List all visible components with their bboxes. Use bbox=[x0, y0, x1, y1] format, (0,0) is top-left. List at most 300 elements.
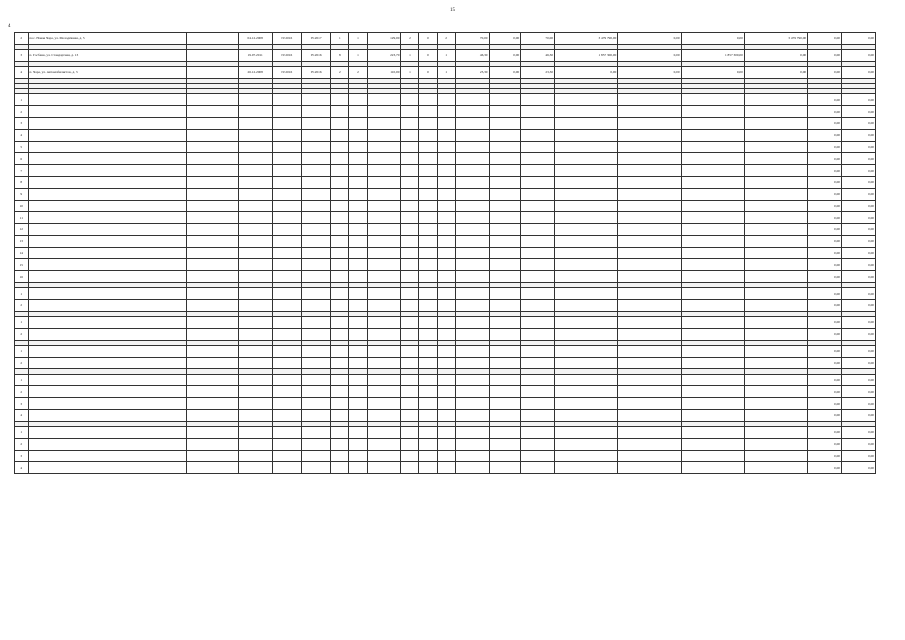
sum-p-cell: 0,00 bbox=[841, 200, 875, 212]
table-row bbox=[15, 288, 876, 300]
count-e-cell bbox=[419, 317, 437, 329]
sum-m-cell bbox=[744, 212, 807, 224]
quarter-start-cell bbox=[272, 288, 301, 300]
sum-o-cell: 0,00 bbox=[808, 462, 842, 474]
count-b-cell bbox=[349, 328, 367, 340]
count-e-cell bbox=[419, 300, 437, 312]
quarter-end-cell bbox=[301, 259, 330, 271]
area-total-cell bbox=[367, 106, 401, 118]
area-g-cell bbox=[455, 438, 489, 450]
count-a-cell bbox=[331, 288, 349, 300]
count-d-cell bbox=[401, 271, 419, 283]
sum-o-cell: 0,00 bbox=[808, 300, 842, 312]
address-cell bbox=[28, 386, 186, 398]
quarter-end-cell bbox=[301, 235, 330, 247]
sum-k-cell bbox=[618, 357, 681, 369]
house-type-cell bbox=[186, 117, 238, 129]
count-d-cell bbox=[401, 357, 419, 369]
count-e-cell bbox=[419, 176, 437, 188]
quarter-start-cell bbox=[272, 386, 301, 398]
count-f-cell bbox=[437, 345, 455, 357]
address-cell bbox=[28, 129, 186, 141]
area-i-cell bbox=[521, 450, 555, 462]
address-cell bbox=[28, 106, 186, 118]
sum-p-cell: 0,00 bbox=[841, 106, 875, 118]
count-e-cell bbox=[419, 212, 437, 224]
sum-p-cell: 0,00 bbox=[841, 398, 875, 410]
quarter-start-cell bbox=[272, 462, 301, 474]
address-cell bbox=[28, 345, 186, 357]
sum-o-cell: 0,00 bbox=[808, 224, 842, 236]
count-d-cell bbox=[401, 410, 419, 422]
date-cell bbox=[238, 357, 272, 369]
sum-m-cell bbox=[744, 317, 807, 329]
sum-j-cell bbox=[555, 94, 618, 106]
quarter-start-cell bbox=[272, 328, 301, 340]
count-a-cell: 8 bbox=[331, 49, 349, 61]
sum-j-cell: 1 857 300,00 bbox=[555, 49, 618, 61]
count-f-cell bbox=[437, 328, 455, 340]
address-cell bbox=[28, 212, 186, 224]
date-cell: 04.12.2008 bbox=[238, 33, 272, 45]
count-b-cell bbox=[349, 345, 367, 357]
area-g-cell bbox=[455, 345, 489, 357]
date-cell bbox=[238, 212, 272, 224]
quarter-end-cell bbox=[301, 410, 330, 422]
quarter-end-cell bbox=[301, 106, 330, 118]
date-cell bbox=[238, 288, 272, 300]
area-i-cell bbox=[521, 271, 555, 283]
count-a-cell bbox=[331, 259, 349, 271]
quarter-end-cell bbox=[301, 117, 330, 129]
count-f-cell bbox=[437, 462, 455, 474]
sum-m-cell bbox=[744, 224, 807, 236]
area-i-cell bbox=[521, 438, 555, 450]
count-a-cell bbox=[331, 117, 349, 129]
row-number: 2 bbox=[15, 300, 29, 312]
area-total-cell bbox=[367, 188, 401, 200]
count-e-cell bbox=[419, 235, 437, 247]
table-row bbox=[15, 106, 876, 118]
count-a-cell bbox=[331, 450, 349, 462]
row-number: 2 bbox=[15, 386, 29, 398]
address-cell bbox=[28, 450, 186, 462]
area-g-cell bbox=[455, 450, 489, 462]
address-cell bbox=[28, 200, 186, 212]
address-cell bbox=[28, 235, 186, 247]
count-b-cell bbox=[349, 235, 367, 247]
quarter-end-cell bbox=[301, 200, 330, 212]
count-d-cell bbox=[401, 94, 419, 106]
area-h-cell bbox=[489, 200, 521, 212]
count-d-cell bbox=[401, 386, 419, 398]
area-i-cell bbox=[521, 235, 555, 247]
quarter-end-cell bbox=[301, 153, 330, 165]
area-i-cell bbox=[521, 94, 555, 106]
quarter-start-cell bbox=[272, 300, 301, 312]
count-a-cell bbox=[331, 317, 349, 329]
row-number: 4 bbox=[15, 410, 29, 422]
house-type-cell bbox=[186, 33, 238, 45]
area-h-cell bbox=[489, 328, 521, 340]
count-a-cell bbox=[331, 386, 349, 398]
area-i-cell bbox=[521, 426, 555, 438]
area-i-cell bbox=[521, 328, 555, 340]
count-e-cell bbox=[419, 259, 437, 271]
date-cell: 26.12.2008 bbox=[238, 66, 272, 78]
house-type-cell bbox=[186, 462, 238, 474]
sum-l-cell bbox=[681, 462, 744, 474]
sum-o-cell: 0,00 bbox=[808, 357, 842, 369]
sum-o-cell: 0,00 bbox=[808, 247, 842, 259]
sum-k-cell bbox=[618, 426, 681, 438]
count-a-cell: 2 bbox=[331, 66, 349, 78]
area-h-cell bbox=[489, 386, 521, 398]
area-h-cell bbox=[489, 188, 521, 200]
house-type-cell bbox=[186, 345, 238, 357]
area-h-cell bbox=[489, 247, 521, 259]
sum-l-cell bbox=[681, 386, 744, 398]
row-number: 12 bbox=[15, 224, 29, 236]
area-i-cell bbox=[521, 224, 555, 236]
sum-l-cell bbox=[681, 165, 744, 177]
sum-k-cell bbox=[618, 462, 681, 474]
quarter-start-cell bbox=[272, 398, 301, 410]
sum-o-cell: 0,00 bbox=[808, 235, 842, 247]
area-total-cell bbox=[367, 398, 401, 410]
sum-p-cell: 0,00 bbox=[841, 188, 875, 200]
table-row bbox=[15, 300, 876, 312]
count-a-cell bbox=[331, 153, 349, 165]
count-e-cell bbox=[419, 328, 437, 340]
quarter-end-cell bbox=[301, 317, 330, 329]
sum-o-cell: 0,00 bbox=[808, 176, 842, 188]
table-row bbox=[15, 328, 876, 340]
count-b-cell bbox=[349, 357, 367, 369]
row-number: 16 bbox=[15, 271, 29, 283]
count-a-cell bbox=[331, 398, 349, 410]
sum-o-cell: 0,00 bbox=[808, 66, 842, 78]
area-g-cell bbox=[455, 200, 489, 212]
count-d-cell bbox=[401, 165, 419, 177]
sum-o-cell: 0,00 bbox=[808, 288, 842, 300]
sum-o-cell: 0,00 bbox=[808, 129, 842, 141]
table-row bbox=[15, 49, 876, 61]
sum-o-cell: 0,00 bbox=[808, 212, 842, 224]
address-cell bbox=[28, 462, 186, 474]
date-cell bbox=[238, 259, 272, 271]
area-h-cell bbox=[489, 438, 521, 450]
house-type-cell bbox=[186, 224, 238, 236]
area-total-cell bbox=[367, 462, 401, 474]
date-cell bbox=[238, 141, 272, 153]
sum-j-cell bbox=[555, 117, 618, 129]
table-row bbox=[15, 357, 876, 369]
area-h-cell bbox=[489, 129, 521, 141]
area-total-cell bbox=[367, 94, 401, 106]
table-row bbox=[15, 188, 876, 200]
page-number: 15 bbox=[450, 8, 455, 13]
page-corner-mark: 4 bbox=[8, 24, 11, 29]
area-h-cell bbox=[489, 224, 521, 236]
count-b-cell bbox=[349, 317, 367, 329]
sum-m-cell bbox=[744, 271, 807, 283]
table-row bbox=[15, 165, 876, 177]
area-total-cell bbox=[367, 300, 401, 312]
count-d-cell bbox=[401, 212, 419, 224]
sum-k-cell bbox=[618, 328, 681, 340]
date-cell bbox=[238, 300, 272, 312]
date-cell bbox=[238, 328, 272, 340]
count-b-cell bbox=[349, 165, 367, 177]
count-a-cell bbox=[331, 106, 349, 118]
sum-k-cell bbox=[618, 288, 681, 300]
count-b-cell bbox=[349, 410, 367, 422]
address-cell bbox=[28, 165, 186, 177]
area-g-cell bbox=[455, 357, 489, 369]
date-cell bbox=[238, 129, 272, 141]
area-total-cell bbox=[367, 200, 401, 212]
date-cell bbox=[238, 386, 272, 398]
count-d-cell bbox=[401, 398, 419, 410]
sum-p-cell: 0,00 bbox=[841, 300, 875, 312]
table-row bbox=[15, 259, 876, 271]
count-e-cell bbox=[419, 188, 437, 200]
area-i-cell bbox=[521, 398, 555, 410]
count-b-cell bbox=[349, 117, 367, 129]
sum-o-cell: 0,00 bbox=[808, 117, 842, 129]
sum-l-cell bbox=[681, 247, 744, 259]
sum-j-cell bbox=[555, 317, 618, 329]
quarter-end-cell bbox=[301, 426, 330, 438]
table-row bbox=[15, 247, 876, 259]
area-g-cell bbox=[455, 288, 489, 300]
area-total-cell bbox=[367, 141, 401, 153]
sum-k-cell bbox=[618, 398, 681, 410]
sum-p-cell: 0,00 bbox=[841, 450, 875, 462]
quarter-end-cell bbox=[301, 212, 330, 224]
count-d-cell bbox=[401, 188, 419, 200]
sum-m-cell bbox=[744, 374, 807, 386]
sum-l-cell bbox=[681, 374, 744, 386]
row-number: 3 bbox=[15, 49, 29, 61]
sum-o-cell: 0,00 bbox=[808, 374, 842, 386]
sum-o-cell: 0,00 bbox=[808, 386, 842, 398]
sum-o-cell: 0,00 bbox=[808, 94, 842, 106]
quarter-end-cell bbox=[301, 438, 330, 450]
count-b-cell bbox=[349, 398, 367, 410]
house-type-cell bbox=[186, 328, 238, 340]
sum-m-cell bbox=[744, 398, 807, 410]
sum-l-cell bbox=[681, 235, 744, 247]
count-e-cell bbox=[419, 386, 437, 398]
quarter-end-cell bbox=[301, 224, 330, 236]
sum-p-cell: 0,00 bbox=[841, 357, 875, 369]
area-g-cell bbox=[455, 374, 489, 386]
table-row bbox=[15, 212, 876, 224]
quarter-start-cell bbox=[272, 188, 301, 200]
sum-j-cell bbox=[555, 386, 618, 398]
sum-p-cell: 0,00 bbox=[841, 271, 875, 283]
address-cell bbox=[28, 438, 186, 450]
address-cell bbox=[28, 141, 186, 153]
count-d-cell bbox=[401, 259, 419, 271]
area-g-cell bbox=[455, 410, 489, 422]
sum-m-cell bbox=[744, 165, 807, 177]
count-f-cell bbox=[437, 438, 455, 450]
area-g-cell bbox=[455, 117, 489, 129]
sum-m-cell bbox=[744, 345, 807, 357]
table-row bbox=[15, 117, 876, 129]
area-total-cell bbox=[367, 288, 401, 300]
count-b-cell bbox=[349, 462, 367, 474]
sum-l-cell bbox=[681, 398, 744, 410]
area-g-cell bbox=[455, 386, 489, 398]
table-row bbox=[15, 398, 876, 410]
sum-j-cell bbox=[555, 328, 618, 340]
house-type-cell bbox=[186, 317, 238, 329]
date-cell bbox=[238, 247, 272, 259]
address-cell bbox=[28, 374, 186, 386]
count-f-cell: 2 bbox=[437, 33, 455, 45]
sum-k-cell bbox=[618, 153, 681, 165]
row-number: 8 bbox=[15, 176, 29, 188]
area-h-cell bbox=[489, 288, 521, 300]
count-e-cell bbox=[419, 165, 437, 177]
sum-k-cell bbox=[618, 271, 681, 283]
sum-j-cell bbox=[555, 410, 618, 422]
sum-k-cell bbox=[618, 386, 681, 398]
sum-k-cell: 0,00 bbox=[618, 33, 681, 45]
sum-m-cell bbox=[744, 426, 807, 438]
sum-m-cell bbox=[744, 300, 807, 312]
sum-p-cell: 0,00 bbox=[841, 224, 875, 236]
sum-j-cell bbox=[555, 345, 618, 357]
area-i-cell bbox=[521, 374, 555, 386]
sum-j-cell bbox=[555, 212, 618, 224]
table-row bbox=[15, 176, 876, 188]
sum-p-cell: 0,00 bbox=[841, 426, 875, 438]
area-i-cell bbox=[521, 462, 555, 474]
register-table bbox=[14, 32, 876, 474]
quarter-start-cell bbox=[272, 374, 301, 386]
quarter-start-cell bbox=[272, 247, 301, 259]
house-type-cell bbox=[186, 410, 238, 422]
count-f-cell bbox=[437, 357, 455, 369]
count-a-cell bbox=[331, 374, 349, 386]
sum-l-cell bbox=[681, 94, 744, 106]
area-i-cell bbox=[521, 165, 555, 177]
sum-j-cell bbox=[555, 450, 618, 462]
sum-m-cell bbox=[744, 129, 807, 141]
count-e-cell bbox=[419, 271, 437, 283]
sum-l-cell bbox=[681, 259, 744, 271]
count-e-cell bbox=[419, 141, 437, 153]
sum-m-cell bbox=[744, 153, 807, 165]
area-i-cell bbox=[521, 410, 555, 422]
area-g-cell bbox=[455, 271, 489, 283]
sum-k-cell bbox=[618, 106, 681, 118]
area-total-cell bbox=[367, 357, 401, 369]
quarter-start-cell bbox=[272, 317, 301, 329]
area-h-cell bbox=[489, 450, 521, 462]
area-h-cell bbox=[489, 462, 521, 474]
area-g-cell bbox=[455, 153, 489, 165]
area-g-cell bbox=[455, 462, 489, 474]
count-e-cell bbox=[419, 398, 437, 410]
count-f-cell bbox=[437, 288, 455, 300]
area-h-cell: 0,00 bbox=[489, 49, 521, 61]
quarter-start-cell: IV.2016 bbox=[272, 33, 301, 45]
sum-l-cell: 0,00 bbox=[681, 33, 744, 45]
house-type-cell bbox=[186, 357, 238, 369]
sum-p-cell: 0,00 bbox=[841, 49, 875, 61]
area-h-cell bbox=[489, 259, 521, 271]
count-d-cell bbox=[401, 224, 419, 236]
row-number: 7 bbox=[15, 165, 29, 177]
sum-p-cell: 0,00 bbox=[841, 94, 875, 106]
sum-j-cell bbox=[555, 462, 618, 474]
count-a-cell bbox=[331, 200, 349, 212]
sum-k-cell bbox=[618, 247, 681, 259]
sum-l-cell bbox=[681, 288, 744, 300]
date-cell bbox=[238, 106, 272, 118]
area-g-cell bbox=[455, 398, 489, 410]
house-type-cell bbox=[186, 438, 238, 450]
house-type-cell bbox=[186, 153, 238, 165]
area-i-cell bbox=[521, 247, 555, 259]
table-row bbox=[15, 345, 876, 357]
row-number: 2 bbox=[15, 33, 29, 45]
area-total-cell bbox=[367, 328, 401, 340]
count-e-cell bbox=[419, 357, 437, 369]
area-total-cell bbox=[367, 165, 401, 177]
area-i-cell bbox=[521, 386, 555, 398]
area-h-cell: 0,00 bbox=[489, 66, 521, 78]
sum-k-cell bbox=[618, 176, 681, 188]
quarter-end-cell bbox=[301, 141, 330, 153]
count-a-cell bbox=[331, 129, 349, 141]
count-f-cell bbox=[437, 271, 455, 283]
date-cell bbox=[238, 224, 272, 236]
area-i-cell bbox=[521, 212, 555, 224]
area-i-cell: 23,30 bbox=[521, 66, 555, 78]
area-i-cell bbox=[521, 141, 555, 153]
house-type-cell bbox=[186, 165, 238, 177]
sum-k-cell bbox=[618, 259, 681, 271]
count-a-cell bbox=[331, 141, 349, 153]
count-b-cell bbox=[349, 106, 367, 118]
row-number: 6 bbox=[15, 153, 29, 165]
count-e-cell bbox=[419, 106, 437, 118]
row-number: 11 bbox=[15, 212, 29, 224]
sum-p-cell: 0,00 bbox=[841, 259, 875, 271]
row-number: 1 bbox=[15, 345, 29, 357]
sum-m-cell bbox=[744, 328, 807, 340]
count-d-cell bbox=[401, 450, 419, 462]
count-f-cell bbox=[437, 200, 455, 212]
row-number: 2 bbox=[15, 438, 29, 450]
sum-o-cell: 0,00 bbox=[808, 188, 842, 200]
sum-k-cell bbox=[618, 94, 681, 106]
sum-j-cell bbox=[555, 188, 618, 200]
date-cell bbox=[238, 117, 272, 129]
sum-l-cell bbox=[681, 317, 744, 329]
count-f-cell bbox=[437, 247, 455, 259]
count-f-cell bbox=[437, 176, 455, 188]
count-e-cell bbox=[419, 200, 437, 212]
sum-o-cell: 0,00 bbox=[808, 398, 842, 410]
